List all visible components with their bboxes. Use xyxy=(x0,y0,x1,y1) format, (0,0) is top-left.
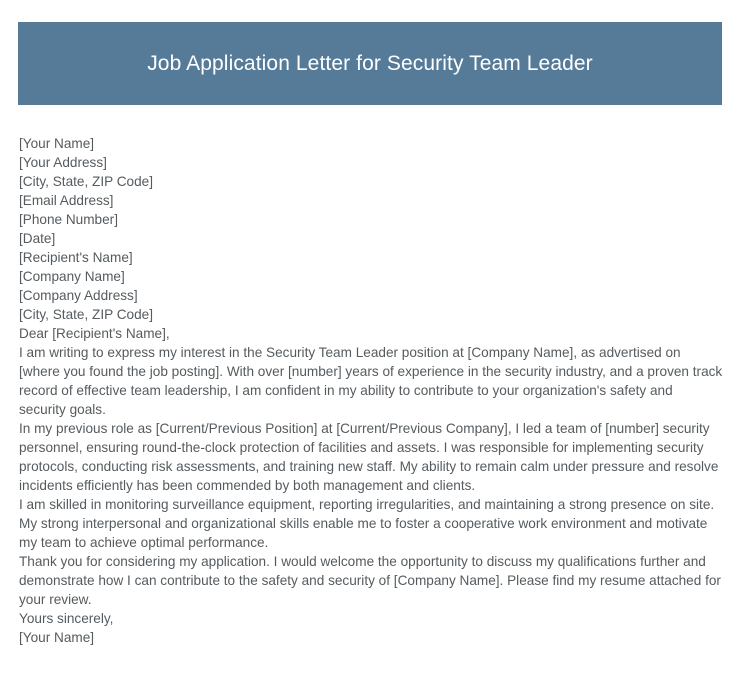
body-paragraph: I am skilled in monitoring surveillance equipment, reporting irregularities, and maintaining a strong presence on site. My strong interpersonal and organizational skills enable me to foster a cooperative work environment and motivate my team to achieve optimal performance. xyxy=(19,497,715,550)
recipient-address-block xyxy=(19,248,723,324)
recipient-line: [Company Name] xyxy=(19,269,125,284)
sender-line: [Phone Number] xyxy=(19,212,118,227)
salutation: Dear [Recipient's Name], xyxy=(19,326,170,341)
body-paragraph: Thank you for considering my application. I would welcome the opportunity to discuss my qualifications further and demonstrate how I can contribute to the safety and security of [Company Name]. Please find my resume attached for your review. xyxy=(19,554,721,607)
page-title: Job Application Letter for Security Team Leader xyxy=(147,51,593,75)
recipient-line: [City, State, ZIP Code] xyxy=(19,307,153,322)
sender-address-block xyxy=(19,134,723,248)
letter-body xyxy=(19,134,723,647)
signature-line: [Your Name] xyxy=(19,630,95,645)
sender-line: [City, State, ZIP Code] xyxy=(19,174,153,189)
sender-line: [Your Address] xyxy=(19,155,107,170)
body-paragraph: In my previous role as [Current/Previous Position] at [Current/Previous Company], I led a team of [number] security personnel, ensuring round-the-clock protection of facilities and assets. I was responsible for implementing security protocols, conducting risk assessments, and training new staff. My ability to remain calm under pressure and resolve incidents efficiently has been commended by both management and clients. xyxy=(19,421,719,493)
sender-line: [Your Name] xyxy=(19,136,95,151)
sender-line: [Email Address] xyxy=(19,193,114,208)
closing-line: Yours sincerely, xyxy=(19,611,114,626)
sender-line: [Date] xyxy=(19,231,56,246)
body-paragraph: I am writing to express my interest in the Security Team Leader position at [Company Name], as advertised on [where you found the job posting]. With over [number] years of experience in the security industry, and a proven track record of effective team leadership, I am confident in my ability to contribute to your organization's safety and security goals. xyxy=(19,345,723,417)
recipient-line: [Recipient's Name] xyxy=(19,250,133,265)
recipient-line: [Company Address] xyxy=(19,288,138,303)
header-banner xyxy=(18,22,722,105)
